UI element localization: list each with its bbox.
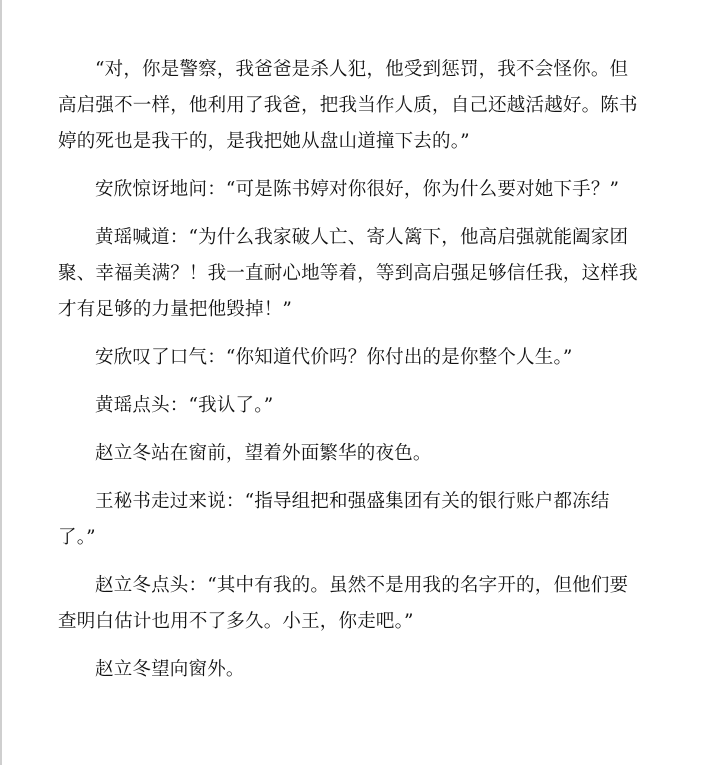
paragraph-4: 安欣叹了口气：“你知道代价吗？你付出的是你整个人生。” bbox=[95, 347, 573, 368]
paragraph-3: 黄瑶喊道：“为什么我家破人亡、寄人篱下，他高启强就能阖家团聚、幸福美满？！我一直耐心地等着，等到高启强足够信任我，这样我才有足够的力量把他毁掉！” bbox=[58, 227, 638, 320]
paragraph-1: “对，你是警察，我爸爸是杀人犯，他受到惩罚，我不会怪你。但高启强不一样，他利用了我爸，把我当作人质，自己还越活越好。陈书婷的死也是我干的，是我把她从盘山道撞下去的。” bbox=[58, 59, 638, 152]
paragraph-7: 王秘书走过来说：“指导组把和强盛集团有关的银行账户都冻结了。” bbox=[58, 491, 610, 548]
paragraph-5: 黄瑶点头：“我认了。” bbox=[95, 395, 274, 416]
page-left-border bbox=[0, 0, 2, 765]
paragraph-9: 赵立冬望向窗外。 bbox=[95, 659, 245, 680]
document-body bbox=[58, 52, 638, 700]
paragraph-2: 安欣惊讶地问：“可是陈书婷对你很好，你为什么要对她下手？” bbox=[95, 179, 620, 200]
paragraph-6: 赵立冬站在窗前，望着外面繁华的夜色。 bbox=[95, 443, 432, 464]
paragraph-8: 赵立冬点头：“其中有我的。虽然不是用我的名字开的，但他们要查明白估计也用不了多久。小王，你走吧。” bbox=[58, 575, 629, 632]
